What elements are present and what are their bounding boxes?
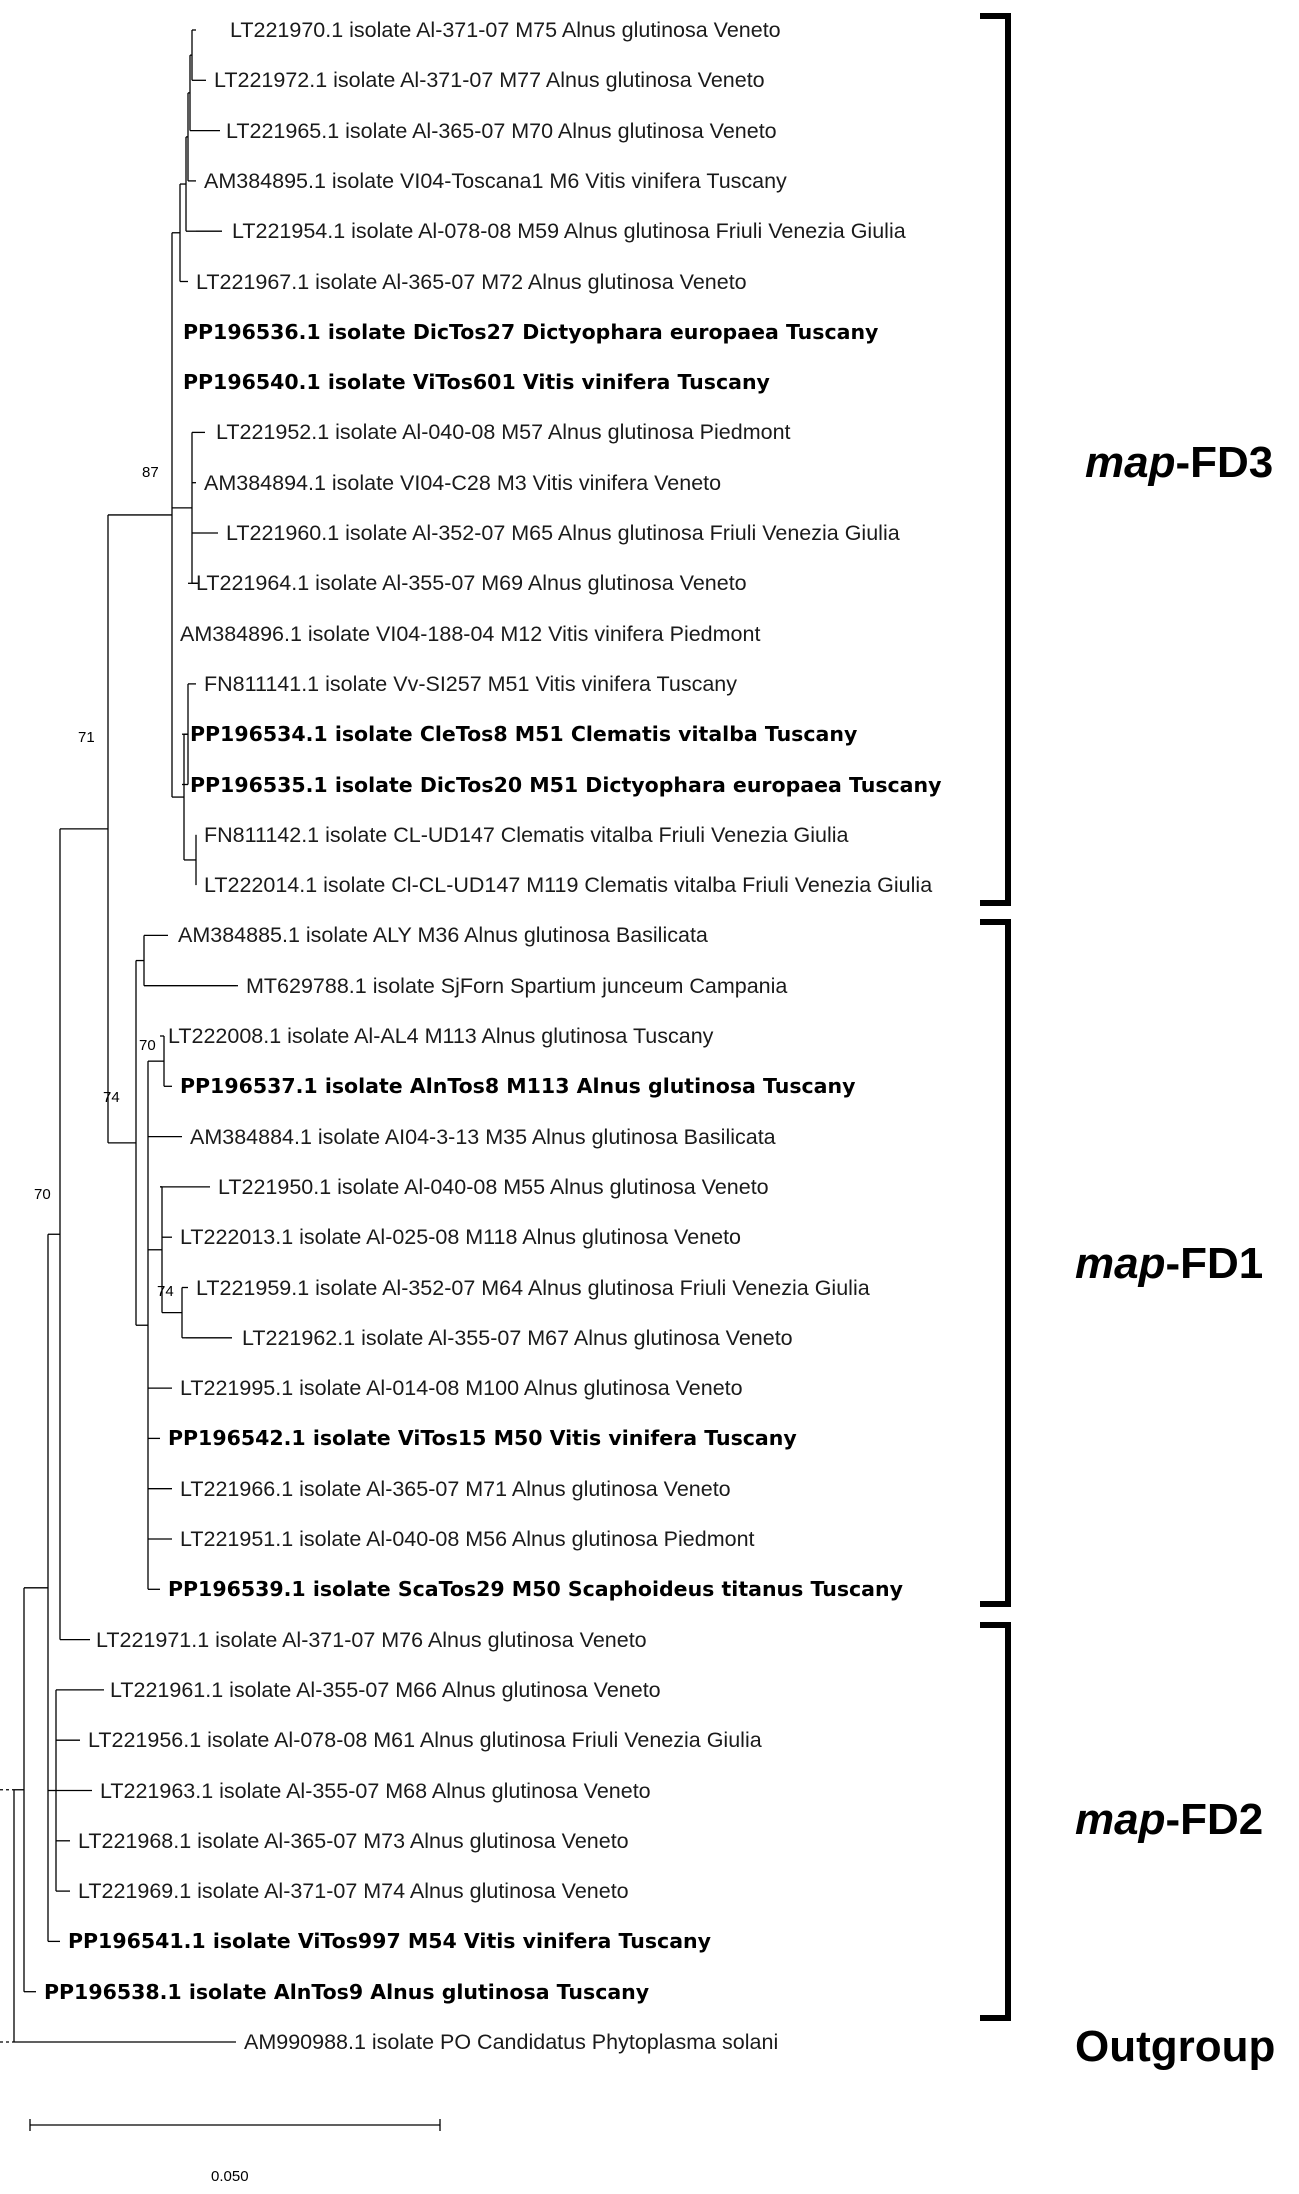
leaf-label: AM990988.1 isolate PO Candidatus Phytoplasma solani <box>244 2030 779 2054</box>
leaf-label: LT221964.1 isolate Al-355-07 M69 Alnus glutinosa Veneto <box>196 571 747 596</box>
leaf-label: AM384895.1 isolate VI04-Toscana1 M6 Vitis vinifera Tuscany <box>204 168 787 193</box>
clade-label-italic: map <box>1085 438 1176 487</box>
clade-bracket <box>980 922 1008 1604</box>
leaf-label: LT221965.1 isolate Al-365-07 M70 Alnus glutinosa Veneto <box>226 118 777 143</box>
leaf-label: LT221962.1 isolate Al-355-07 M67 Alnus glutinosa Veneto <box>242 1325 793 1350</box>
leaf-label: LT221951.1 isolate Al-040-08 M56 Alnus glutinosa Piedmont <box>180 1527 755 1551</box>
leaf-label: LT221960.1 isolate Al-352-07 M65 Alnus glutinosa Friuli Venezia Giulia <box>226 521 900 545</box>
clade-label-text: -FD1 <box>1165 1239 1264 1288</box>
leaf-label: LT221961.1 isolate Al-355-07 M66 Alnus glutinosa Veneto <box>110 1677 661 1702</box>
clade-label <box>1075 2022 1275 2072</box>
clade-label-italic: map <box>1075 1239 1166 1288</box>
leaf-label: LT221972.1 isolate Al-371-07 M77 Alnus glutinosa Veneto <box>214 68 765 93</box>
leaf-label: PP196539.1 isolate ScaTos29 M50 Scaphoideus titanus Tuscany <box>168 1577 903 1602</box>
leaf-label: LT221959.1 isolate Al-352-07 M64 Alnus glutinosa Friuli Venezia Giulia <box>196 1275 870 1300</box>
bootstrap-value: 74 <box>103 1089 120 1106</box>
leaf-label: PP196537.1 isolate AlnTos8 M113 Alnus glutinosa Tuscany <box>180 1074 856 1099</box>
bootstrap-value: 70 <box>139 1037 156 1054</box>
leaf-label: PP196536.1 isolate DicTos27 Dictyophara europaea Tuscany <box>183 319 879 344</box>
bootstrap-value: 74 <box>157 1283 174 1300</box>
leaf-label: LT222013.1 isolate Al-025-08 M118 Alnus glutinosa Veneto <box>180 1225 741 1250</box>
clade-label-text: Outgroup <box>1075 2022 1276 2071</box>
clade-label <box>1085 438 1273 488</box>
leaf-label: LT221971.1 isolate Al-371-07 M76 Alnus glutinosa Veneto <box>96 1627 647 1652</box>
clade-label-text: -FD3 <box>1175 438 1274 487</box>
leaf-label: PP196542.1 isolate ViTos15 M50 Vitis vinifera Tuscany <box>168 1426 797 1451</box>
leaf-label: LT221968.1 isolate Al-365-07 M73 Alnus glutinosa Veneto <box>78 1828 629 1853</box>
clade-label <box>1075 1239 1263 1289</box>
bootstrap-value: 87 <box>142 464 159 481</box>
clade-bracket <box>980 16 1008 903</box>
leaf-label: AM384896.1 isolate VI04-188-04 M12 Vitis vinifera Piedmont <box>180 621 761 646</box>
leaf-label: LT222014.1 isolate Cl-CL-UD147 M119 Clematis vitalba Friuli Venezia Giulia <box>204 873 933 898</box>
leaf-label: LT221954.1 isolate Al-078-08 M59 Alnus glutinosa Friuli Venezia Giulia <box>232 219 906 244</box>
bootstrap-value: 70 <box>34 1186 51 1203</box>
leaf-label: LT221966.1 isolate Al-365-07 M71 Alnus glutinosa Veneto <box>180 1476 731 1501</box>
leaf-label: LT221950.1 isolate Al-040-08 M55 Alnus glutinosa Veneto <box>218 1174 769 1199</box>
leaf-label: PP196534.1 isolate CleTos8 M51 Clematis vitalba Tuscany <box>190 722 858 747</box>
leaf-label: LT221995.1 isolate Al-014-08 M100 Alnus glutinosa Veneto <box>180 1376 743 1401</box>
scale-bar-label: 0.050 <box>211 2168 249 2185</box>
leaf-label: AM384884.1 isolate AI04-3-13 M35 Alnus glutinosa Basilicata <box>190 1124 776 1149</box>
leaf-label: LT221969.1 isolate Al-371-07 M74 Alnus glutinosa Veneto <box>78 1879 629 1904</box>
clade-label-italic: map <box>1075 1795 1166 1844</box>
leaf-label: LT221970.1 isolate Al-371-07 M75 Alnus glutinosa Veneto <box>230 18 781 42</box>
leaf-label: LT221967.1 isolate Al-365-07 M72 Alnus glutinosa Veneto <box>196 269 747 294</box>
leaf-label: FN811142.1 isolate CL-UD147 Clematis vitalba Friuli Venezia Giulia <box>204 822 849 847</box>
leaf-label: AM384885.1 isolate ALY M36 Alnus glutinosa Basilicata <box>178 923 708 948</box>
leaf-label: MT629788.1 isolate SjForn Spartium junceum Campania <box>246 973 788 998</box>
leaf-label: FN811141.1 isolate Vv-SI257 M51 Vitis vinifera Tuscany <box>204 671 737 696</box>
leaf-label: AM384894.1 isolate VI04-C28 M3 Vitis vinifera Veneto <box>204 470 722 495</box>
clade-bracket <box>980 1625 1008 2018</box>
clade-label <box>1075 1795 1263 1845</box>
leaf-label: PP196538.1 isolate AlnTos9 Alnus glutinosa Tuscany <box>44 1979 650 2004</box>
leaf-label: LT221956.1 isolate Al-078-08 M61 Alnus glutinosa Friuli Venezia Giulia <box>88 1728 762 1753</box>
leaf-label: PP196540.1 isolate ViTos601 Vitis vinifera Tuscany <box>183 370 770 395</box>
leaf-label: LT221963.1 isolate Al-355-07 M68 Alnus glutinosa Veneto <box>100 1778 651 1803</box>
leaf-label: LT221952.1 isolate Al-040-08 M57 Alnus glutinosa Piedmont <box>216 420 791 445</box>
bootstrap-value: 71 <box>78 729 95 746</box>
leaf-label: PP196535.1 isolate DicTos20 M51 Dictyophara europaea Tuscany <box>190 772 942 797</box>
clade-label-text: -FD2 <box>1165 1795 1264 1844</box>
leaf-label: LT222008.1 isolate Al-AL4 M113 Alnus glutinosa Tuscany <box>168 1024 714 1048</box>
leaf-label: PP196541.1 isolate ViTos997 M54 Vitis vinifera Tuscany <box>68 1929 711 1954</box>
